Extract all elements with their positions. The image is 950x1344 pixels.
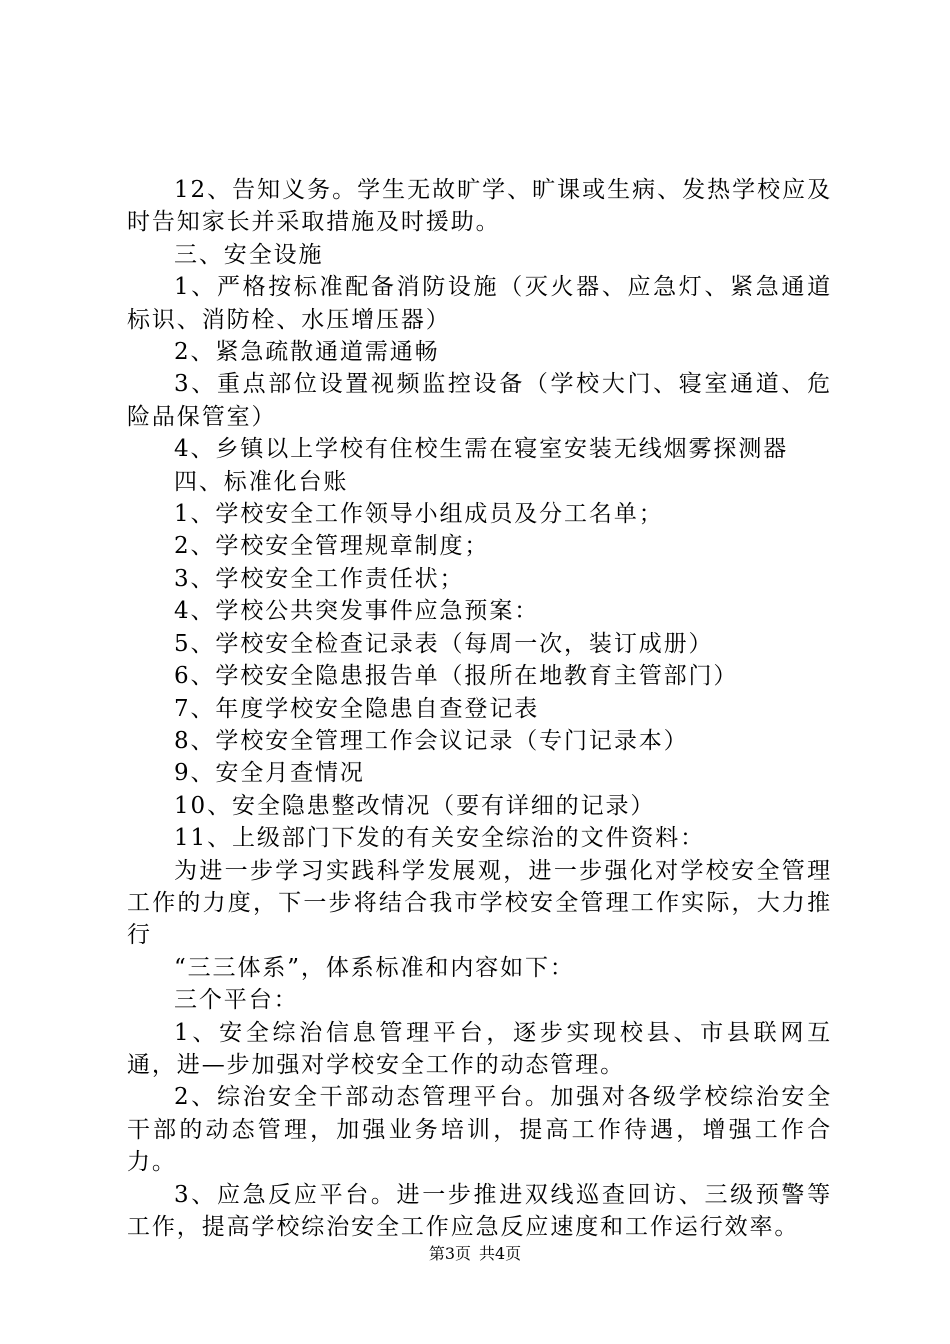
ledger-item: 1、学校安全工作领导小组成员及分工名单； (174, 501, 664, 528)
paragraph-video-monitoring: 3、重点部位设置视频监控设备（学校大门、寝室通道、危险品保管室） (127, 371, 832, 430)
platform-item: 3、应急反应平台。进一步推进双线巡查回访、三级预警等工作，提高学校综治安全工作应急反应速度和工作运行效率。 (127, 1181, 832, 1240)
paragraph-item-12-notification: 12、告知义务。学生无故旷学、旷课或生病、发热学校应及时告知家长并采取措施及时援助。 (127, 177, 832, 236)
section-heading-safety-facilities: 三、安全设施 (174, 241, 324, 268)
ledger-item: 2、学校安全管理规章制度； (174, 533, 490, 560)
section-heading-standard-ledger: 四、标准化台账 (174, 468, 349, 495)
ledger-item: 11、上级部门下发的有关安全综治的文件资料： (174, 825, 706, 852)
document-body (127, 174, 832, 1243)
subheading-three-platforms: 三个平台： (174, 987, 299, 1014)
platform-item: 1、安全综治信息管理平台，逐步实现校县、市县联网互通，进—步加强对学校安全工作的动态管理。 (127, 1019, 832, 1078)
platform-item: 2、综治安全干部动态管理平台。加强对各级学校综治安全干部的动态管理，加强业务培训，提高工作待遇，增强工作合力。 (127, 1084, 832, 1176)
ledger-item: 6、学校安全隐患报告单（报所在地教育主管部门） (174, 663, 739, 690)
ledger-item: 9、安全月查情况 (174, 760, 365, 787)
paragraph-three-three-system: “三三体系”，体系标准和内容如下： (174, 954, 575, 981)
paragraph-fire-facilities: 1、严格按标准配备消防设施（灭火器、应急灯、紧急通道标识、消防栓、水压增压器） (127, 274, 832, 333)
paragraph-smoke-detector: 4、乡镇以上学校有住校生需在寝室安装无线烟雾探测器 (174, 436, 789, 463)
page-number: 第3页 (428, 1244, 471, 1263)
ledger-item: 10、安全隐患整改情况（要有详细的记录） (174, 792, 656, 819)
ledger-item: 3、学校安全工作责任状； (174, 565, 465, 592)
paragraph-next-steps: 为进一步学习实践科学发展观，进一步强化对学校安全管理工作的力度，下一步将结合我市学校安全管理工作实际，大力推行 (127, 857, 832, 949)
ledger-item: 8、学校安全管理工作会议记录（专门记录本） (174, 727, 689, 754)
page-total: 共4页 (479, 1244, 522, 1263)
ledger-item: 7、年度学校安全隐患自查登记表 (174, 695, 540, 722)
paragraph-evacuation-passage: 2、紧急疏散通道需通畅 (174, 339, 440, 366)
ledger-item: 5、学校安全检查记录表（每周一次，装订成册） (174, 630, 714, 657)
page-footer (0, 1244, 950, 1264)
ledger-item: 4、学校公共突发事件应急预案： (174, 598, 540, 625)
